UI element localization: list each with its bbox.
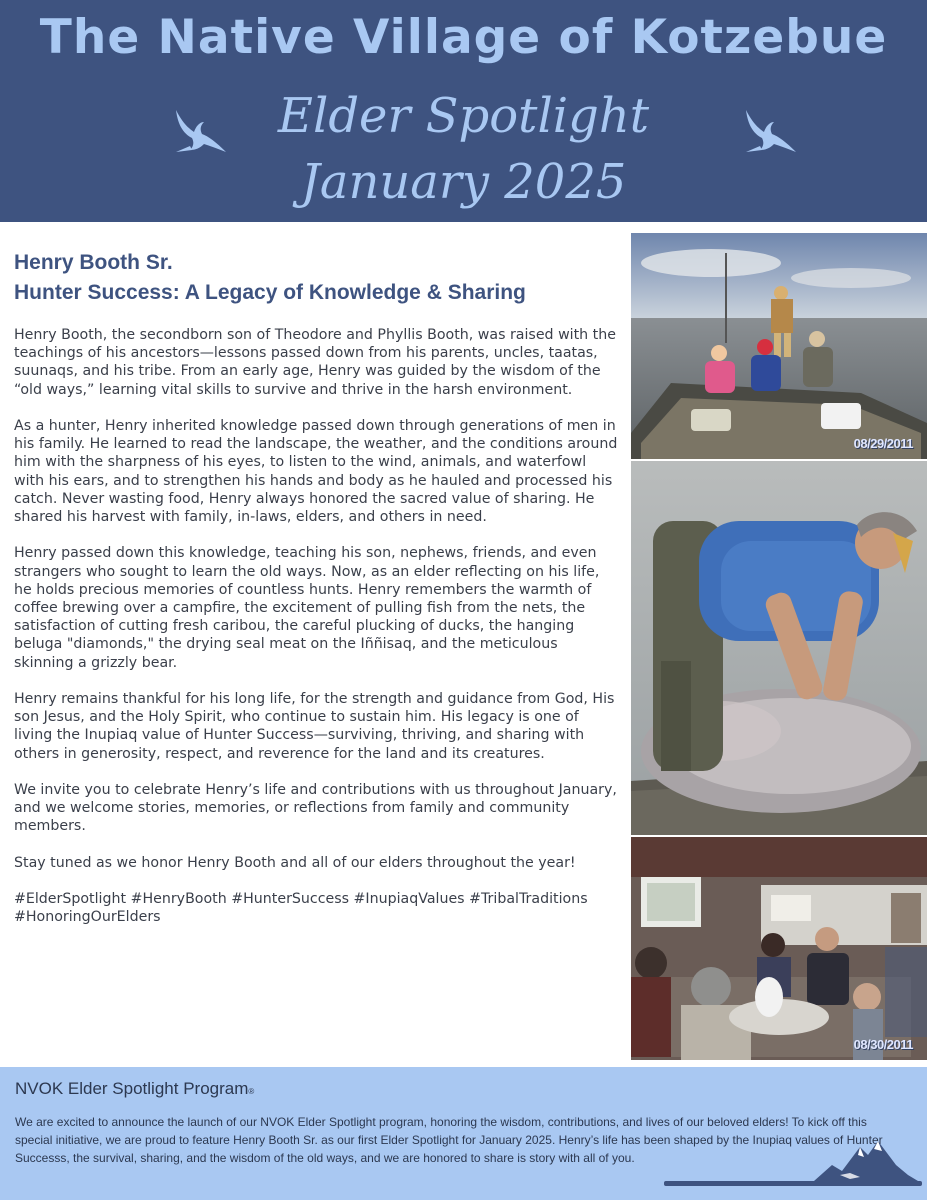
spotlight-date: January 2025 (300, 154, 627, 210)
program-title: NVOK Elder Spotlight Program (15, 1079, 249, 1098)
spotlight-title: Elder Spotlight (277, 88, 650, 144)
paragraph: We invite you to celebrate Henry’s life and contributions with us throughout January, and we welcome stories, memories, or reflections from family and community members. (14, 782, 617, 835)
org-title: The Native Village of Kotzebue (39, 10, 888, 65)
registered-mark: ® (248, 1087, 255, 1096)
photo-hunter-beluga (631, 461, 927, 835)
footer-announcement: We are excited to announce the launch of our NVOK Elder Spotlight program, honoring the wisdom, contributions, and lives of our beloved elders! To kick off this special initiative, we are proud to feature Henry Booth Sr. as our first Elder Spotlight for January 2025. Henry’s life has been shaped by the Inupiaq values of Hunter Successs, the survival, sharing, and the wisdom of the old ways, and we are honored to share is story with all of you. (15, 1115, 883, 1165)
photo-family-gathering (631, 837, 927, 1060)
elder-name: Henry Booth Sr. (14, 251, 173, 274)
footer-banner (0, 1067, 927, 1200)
paragraph: Henry remains thankful for his long life, for the strength and guidance from God, His son Jesus, and the Holy Spirit, who continue to sustain him. His legacy is one of living the Inupiaq value of Hunter Success—surviving, thriving, and sharing with others in generosity, respect, and reverence for the land and its creatures. (14, 691, 615, 762)
article-body (14, 326, 620, 927)
footer-title (15, 1079, 254, 1099)
photo-date-stamp: 08/29/2011 (853, 436, 913, 451)
hashtags: #ElderSpotlight #HenryBooth #HunterSuccess #InupiaqValues #TribalTraditions #HonoringOurElders (14, 891, 588, 926)
paragraph: Stay tuned as we honor Henry Booth and all of our elders throughout the year! (14, 854, 576, 871)
paragraph: Henry passed down this knowledge, teaching his son, nephews, friends, and even strangers who sought to learn the old ways. Now, as an elder reflecting on his life, he holds precious memories of countless hunts. Henry remembers the warmth of coffee brewing over a campfire, the excitement of pulling fish from the nets, the satisfaction of cutting fresh caribou, the careful plucking of ducks, the hanging beluga "diamonds," the drying seal meat on the Iññisaq, and the meticulous skinning a grizzly bear. (14, 545, 600, 671)
photo-boat (631, 233, 927, 459)
paragraph: As a hunter, Henry inherited knowledge passed down through generations of men in his family. He learned to read the landscape, the weather, and the conditions around him with the sharpness of his eyes, to listen to the wind, animals, and waterfowl with his ears, and to strengthen his hands and body as he hauled and processed his catch. Never wasting food, Henry always honored the sacred value of sharing. He shared his harvest with family, in-laws, elders, and others in need. (14, 418, 618, 526)
article-subtitle: Hunter Success: A Legacy of Knowledge & Sharing (14, 281, 526, 304)
article (14, 248, 620, 945)
paragraph: Henry Booth, the secondborn son of Theodore and Phyllis Booth, was raised with the teachings of his ancestors—lessons passed down from his parents, uncles, taatas, suunaqs, and his tribe. From an early age, Henry was guided by the wisdom of the “old ways,” learning vital skills to survive and thrive in the harsh environment. (14, 327, 616, 398)
photo-date-stamp: 08/30/2011 (853, 1037, 913, 1052)
header-banner (0, 0, 927, 222)
mountain-icon (664, 1135, 922, 1191)
